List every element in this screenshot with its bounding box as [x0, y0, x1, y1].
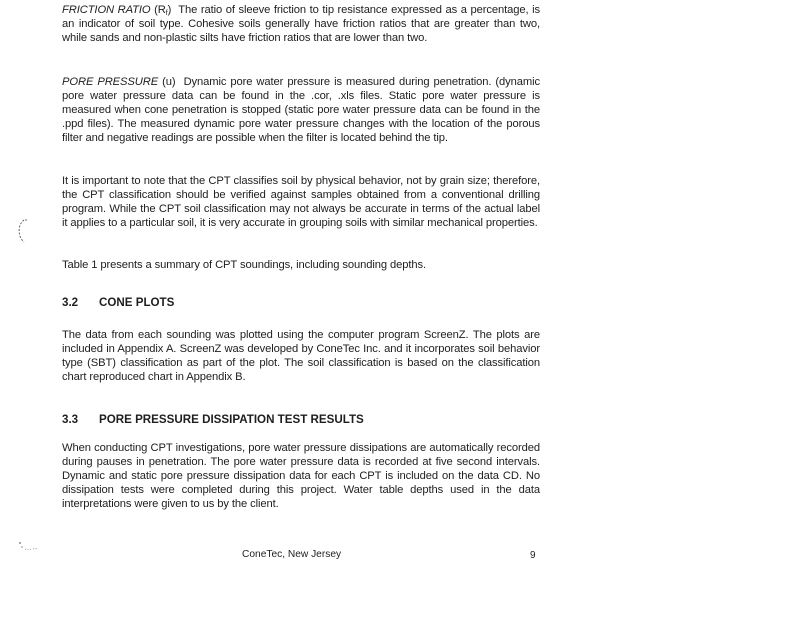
scan-artifact-specks — [18, 540, 42, 552]
footer-company: ConeTec, New Jersey — [242, 549, 342, 560]
pore-pressure-paragraph — [62, 75, 540, 145]
section-heading-cone-plots — [62, 296, 174, 310]
pore-pressure-body: Dynamic pore water pressure is measured during penetration. (dynamic pore water pressure data can be found in the .cor, .xls files. Static pore water pressure is measured when cone penetration is stopped (static pore water pressure data can be found in the .ppd files). The measured dynamic pore water pressure changes with the location of the porous filter and negative readings are possible when the filter is located behind the tip. — [62, 76, 540, 145]
friction-ratio-term: FRICTION RATIO — [62, 4, 151, 16]
section-number: 3.3 — [62, 413, 79, 426]
classification-note-paragraph: It is important to note that the CPT classifies soil by physical behavior, not by grain size; therefore, the CPT classification should be verified against samples obtained from a conventional drilling program. While the CPT soil classification may not always be accurate in terms of the actual label it applies to a particular soil, it is very accurate in grouping soils with similar mechanical properties. — [62, 175, 540, 230]
section-number: 3.2 — [62, 296, 79, 309]
friction-ratio-symbol: $(R_f)$ — [154, 4, 172, 17]
footer-page-number: 9 — [530, 550, 536, 561]
dissipation-paragraph: When conducting CPT investigations, pore water pressure dissipations are automatically recorded during pauses in penetration. The pore water pressure data is recorded at five second intervals. Dynamic and static pore pressure dissipation data for each CPT is included on the data CD. No dissipation tests were completed during this project. Water table depths used in the data interpretations were given to us by the client. — [62, 442, 540, 511]
table-summary-paragraph: Table 1 presents a summary of CPT soundings, including sounding depths. — [62, 259, 426, 271]
pore-pressure-symbol: (u) — [162, 76, 176, 88]
scan-artifact-bracket — [14, 218, 28, 244]
section-title: CONE PLOTS — [99, 296, 175, 309]
section-title: PORE PRESSURE DISSIPATION TEST RESULTS — [99, 413, 364, 426]
section-heading-dissipation — [62, 413, 364, 427]
pore-pressure-term: PORE PRESSURE — [62, 76, 159, 88]
friction-ratio-body: The ratio of sleeve friction to tip resistance expressed as a percentage, is an indicator of soil type. Cohesive soils generally have friction ratios that are greater than two, while sands and non-plastic silts have friction ratios that are lower than two. — [62, 4, 540, 45]
cone-plots-paragraph: The data from each sounding was plotted using the computer program ScreenZ. The plots are included in Appendix A. ScreenZ was developed by ConeTec Inc. and it incorporates soil behavior type (SBT) classification as part of the plot. The soil classification is based on the classification chart reproduced chart in Appendix B. — [62, 329, 540, 384]
friction-ratio-paragraph — [62, 3, 540, 45]
